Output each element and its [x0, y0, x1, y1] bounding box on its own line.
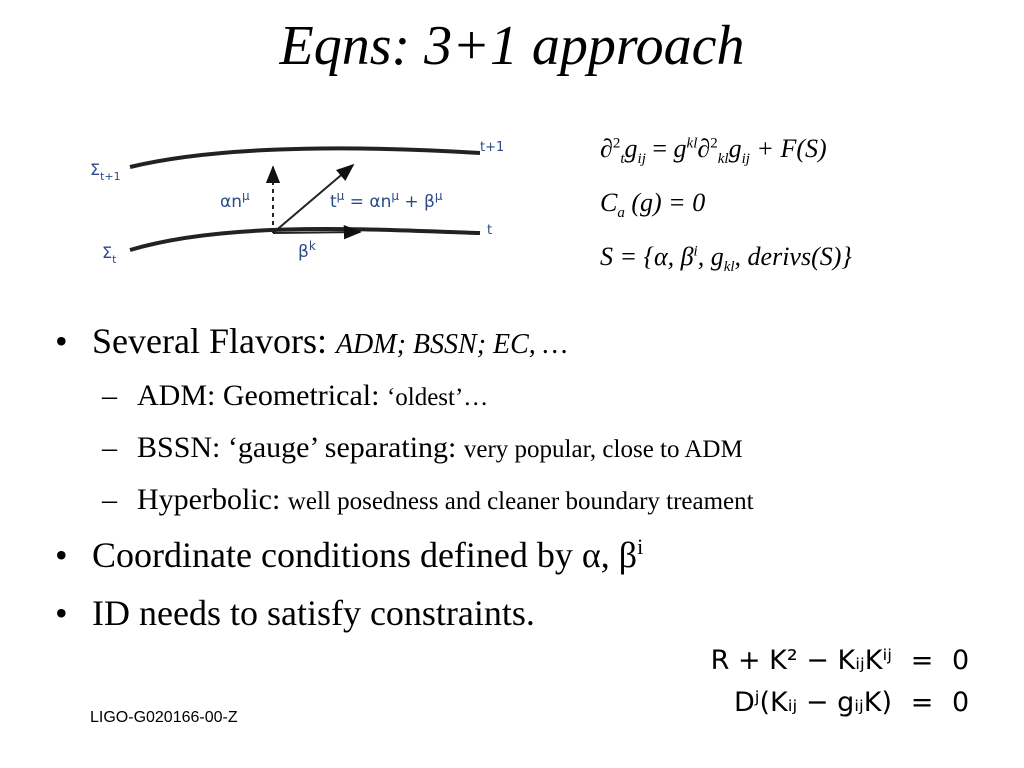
sub-bullet-note: ‘oldest’…	[386, 384, 489, 411]
beta-k-label: $\beta^k$	[298, 239, 316, 262]
sub-bullet-note: well posedness and cleaner boundary treament	[287, 488, 754, 515]
slide-title: Eqns: 3+1 approach	[279, 15, 745, 77]
sigma-top-label: $\Sigma_{t+1}$	[90, 160, 121, 183]
bullet-text: Coordinate conditions defined by α, β	[92, 535, 638, 575]
foliation-diagram	[80, 125, 520, 285]
bullet-dot: •	[55, 321, 68, 361]
bullet-italic-text: ADM; BSSN; EC, …	[335, 329, 568, 360]
sub-bullet-hyperbolic	[55, 474, 1005, 526]
bullet-initial-data	[55, 584, 1005, 642]
bullet-dot: •	[55, 535, 68, 575]
bullet-text: ID needs to satisfy constraints.	[92, 593, 535, 633]
sub-bullet-text: Hyperbolic:	[137, 483, 288, 516]
alpha-n-label: $\alpha n^\mu$	[220, 189, 250, 212]
bullet-dot: •	[55, 593, 68, 633]
sub-bullet-bssn	[55, 422, 1005, 474]
t-plus-one-label: t+1	[480, 140, 505, 155]
time-vector-label: $t^\mu = \alpha n^\mu + \beta^\mu$	[330, 189, 443, 212]
slice-top-curve	[130, 148, 480, 167]
t-label: t	[487, 223, 493, 238]
sub-bullet-adm	[55, 370, 1005, 422]
evolution-equations	[600, 122, 852, 284]
bullet-text: Several Flavors:	[92, 321, 336, 361]
footer-document-id: LIGO-G020166-00-Z	[90, 709, 238, 726]
bullet-flavors	[55, 312, 1005, 370]
sub-bullet-text: ADM: Geometrical:	[137, 379, 387, 412]
sigma-bottom-label: $\Sigma_t$	[102, 243, 117, 266]
momentum-constraint: Dʲ(Kᵢⱼ − gᵢⱼK) = 0	[733, 687, 970, 718]
evolution-equation: $\partial^2_tg_{ij} = g^{kl}\partial^2_{kl}g_{ij} + F(S)$	[600, 134, 827, 168]
sub-bullet-dash: –	[102, 379, 117, 412]
sub-bullet-text: BSSN: ‘gauge’ separating:	[137, 431, 464, 464]
constraint-equations	[622, 640, 992, 724]
hamiltonian-constraint: R + K² − KᵢⱼKⁱʲ = 0	[710, 645, 970, 676]
sub-bullet-dash: –	[102, 431, 117, 464]
bullet-coordinate-conditions	[55, 526, 1005, 584]
sub-bullet-dash: –	[102, 483, 117, 516]
state-vector-definition: S = {α, $\beta^i$, $g_{kl}$, derivs(S)}	[600, 242, 852, 276]
bullet-list	[55, 312, 1005, 642]
sub-bullet-note: very popular, close to ADM	[463, 436, 743, 463]
constraint-equation: $C_a$ (g) = 0	[600, 188, 706, 222]
shift-vector-arrow	[273, 232, 360, 233]
bullet-superscript: i	[637, 534, 644, 559]
